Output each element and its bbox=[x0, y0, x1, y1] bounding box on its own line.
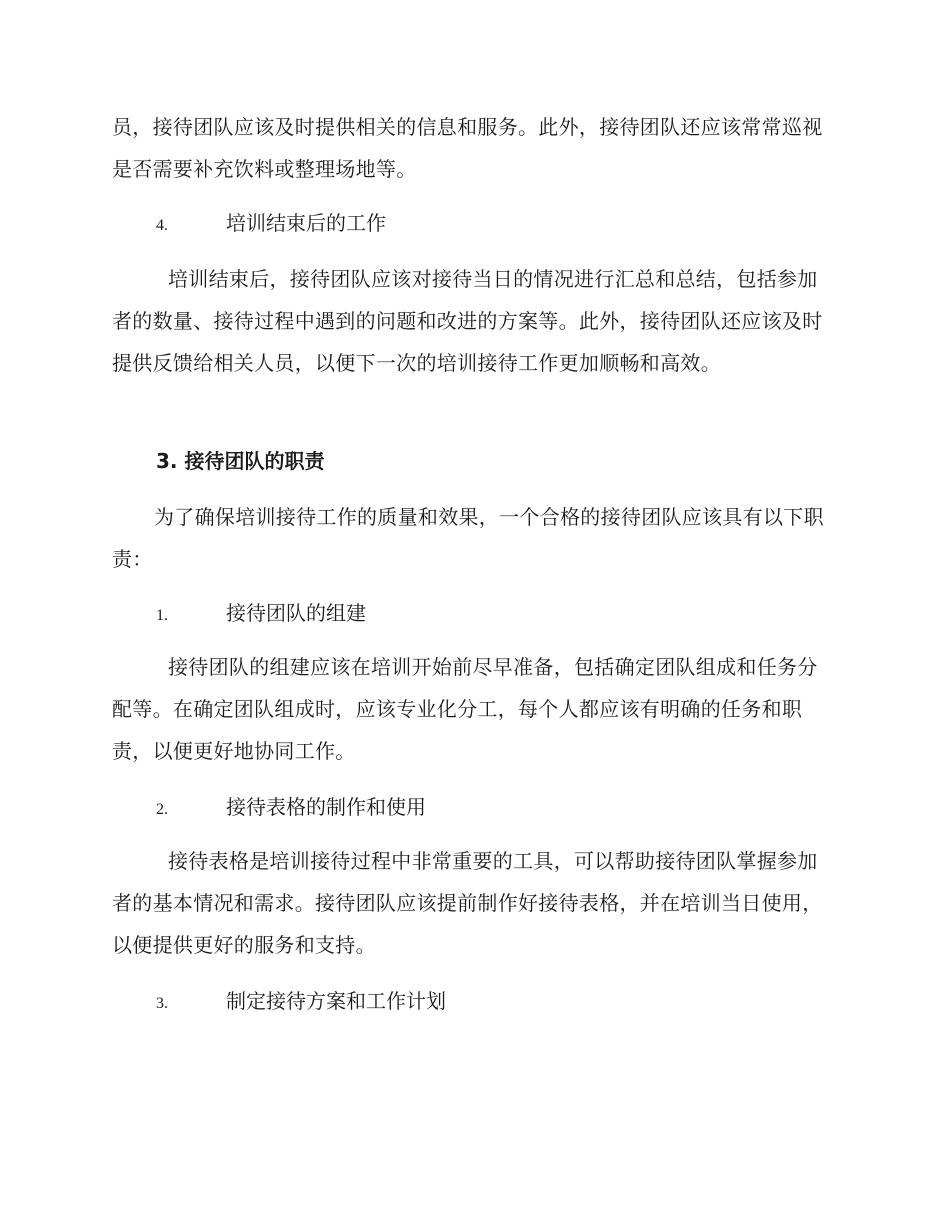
list-item-4 bbox=[156, 202, 386, 247]
list-number: 1. bbox=[156, 607, 168, 624]
list-item-1 bbox=[156, 592, 366, 637]
list-label: 制定接待方案和工作计划 bbox=[226, 989, 446, 1013]
list-label: 培训结束后的工作 bbox=[226, 211, 386, 235]
list-label: 接待表格的制作和使用 bbox=[226, 795, 426, 819]
paragraph-reception-forms: 接待表格是培训接待过程中非常重要的工具，可以帮助接待团队掌握参加者的基本情况和需求。接待团队应该提前制作好接待表格，并在培训当日使用，以便提供更好的服务和支持。 bbox=[112, 849, 823, 957]
paragraph-responsibilities-intro: 为了确保培训接待工作的质量和效果，一个合格的接待团队应该具有以下职责： bbox=[112, 505, 824, 571]
paragraph-after-training: 培训结束后，接待团队应该对接待当日的情况进行汇总和总结，包括参加者的数量、接待过程中遇到的问题和改进的方案等。此外，接待团队还应该及时提供反馈给相关人员，以便下一次的培训接待工作更加顺畅和高效。 bbox=[112, 267, 823, 375]
list-number: 2. bbox=[156, 801, 168, 818]
list-label: 接待团队的组建 bbox=[226, 601, 366, 625]
paragraph-team-building: 接待团队的组建应该在培训开始前尽早准备，包括确定团队组成和任务分配等。在确定团队组成时，应该专业化分工，每个人都应该有明确的任务和职责，以便更好地协同工作。 bbox=[112, 655, 818, 763]
list-number: 4. bbox=[156, 217, 168, 234]
list-item-2 bbox=[156, 786, 426, 831]
paragraph-continuation: 员，接待团队应该及时提供相关的信息和服务。此外，接待团队还应该常常巡视是否需要补充饮料或整理场地等。 bbox=[112, 115, 823, 181]
list-item-3 bbox=[156, 980, 446, 1025]
list-number: 3. bbox=[156, 995, 168, 1012]
section-heading: 3. 接待团队的职责 bbox=[156, 449, 325, 473]
